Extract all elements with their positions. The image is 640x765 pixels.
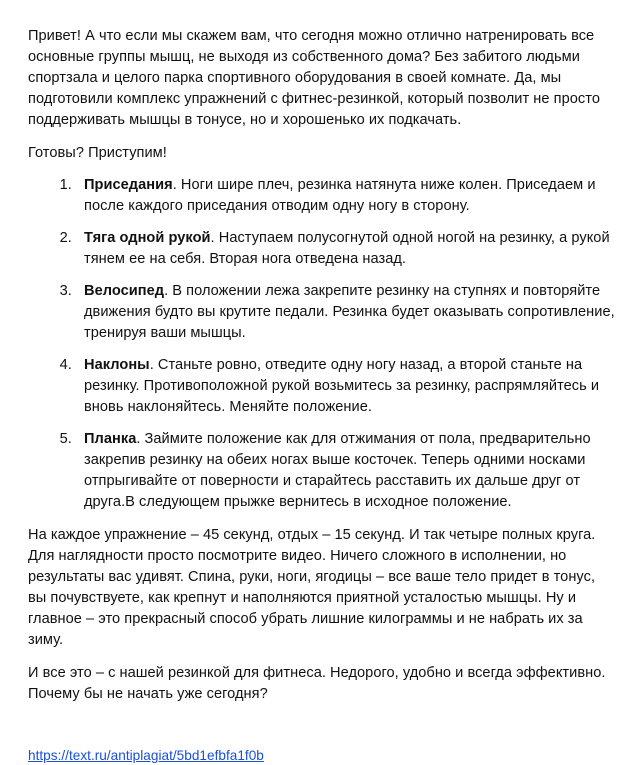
exercise-body: . В положении лежа закрепите резинку на ступнях и повторяйте движения будто вы крутите педали. Резинка будет оказывать сопротивление, тренируя ваши мышцы. — [84, 283, 615, 341]
exercise-list — [28, 175, 622, 513]
exercise-title: Наклоны — [84, 357, 150, 373]
exercise-body: . Ноги шире плеч, резинка натянута ниже колен. Приседаем и после каждого приседания отводим одну ногу в сторону. — [84, 177, 596, 214]
list-item — [76, 281, 622, 344]
exercise-title: Приседания — [84, 177, 173, 193]
intro-paragraph: Привет! А что если мы скажем вам, что сегодня можно отлично натренировать все основные группы мышц, не выходя из собственного дома? Без забитого людьми спортзала и целого парка спортивного оборудования в своей комнате. Да, мы подготовили комплекс упражнений с фитнес-резинкой, который позволит не просто поддерживать мышцы в тонусе, но и хорошенько их подкачать. — [28, 28, 600, 128]
list-item — [76, 355, 622, 418]
timing-paragraph: На каждое упражнение – 45 секунд, отдых – 15 секунд. И так четыре полных круга. Для наглядности просто посмотрите видео. Ничего сложного в исполнении, но результаты вас удивят. Спина, руки, ноги, ягодицы – все ваше тело придет в тонус, вы почувствуете, как крепнут и наполняются приятной усталостью мышцы. Ну и главное – это прекрасный способ убрать лишние килограммы и не набрать их за зиму. — [28, 527, 596, 648]
exercise-body: . Станьте ровно, отведите одну ногу назад, а второй станьте на резинку. Противоположной рукой возьмитесь за резинку, распрямляйтесь и вновь наклоняйтесь. Меняйте положение. — [84, 357, 600, 415]
exercise-title: Планка — [84, 431, 137, 447]
cta-paragraph: И все это – с нашей резинкой для фитнеса. Недорого, удобно и всегда эффективно. Почему бы не начать уже сегодня? — [28, 665, 606, 702]
list-item — [76, 175, 622, 217]
antiplagiat-source-link[interactable]: https://text.ru/antiplagiat/5bd1efbfa1f0b — [28, 748, 264, 763]
exercise-body: . Займите положение как для отжимания от пола, предварительно закрепив резинку на обеих ногах выше косточек. Теперь одними носками отпрыгивайте от поверности и старайтесь расставить их дальше друг от друга.В следующем прыжке вернитесь в исходное положение. — [84, 431, 591, 510]
exercise-title: Велосипед — [84, 283, 165, 299]
ready-paragraph: Готовы? Приступим! — [28, 145, 167, 161]
exercise-body: . Наступаем полусогнутой одной ногой на резинку, а рукой тянем ее на себя. Вторая нога отведена назад. — [84, 230, 610, 267]
source-link-container — [28, 747, 622, 765]
list-item — [76, 228, 622, 270]
list-item — [76, 429, 622, 513]
exercise-title: Тяга одной рукой — [84, 230, 211, 246]
